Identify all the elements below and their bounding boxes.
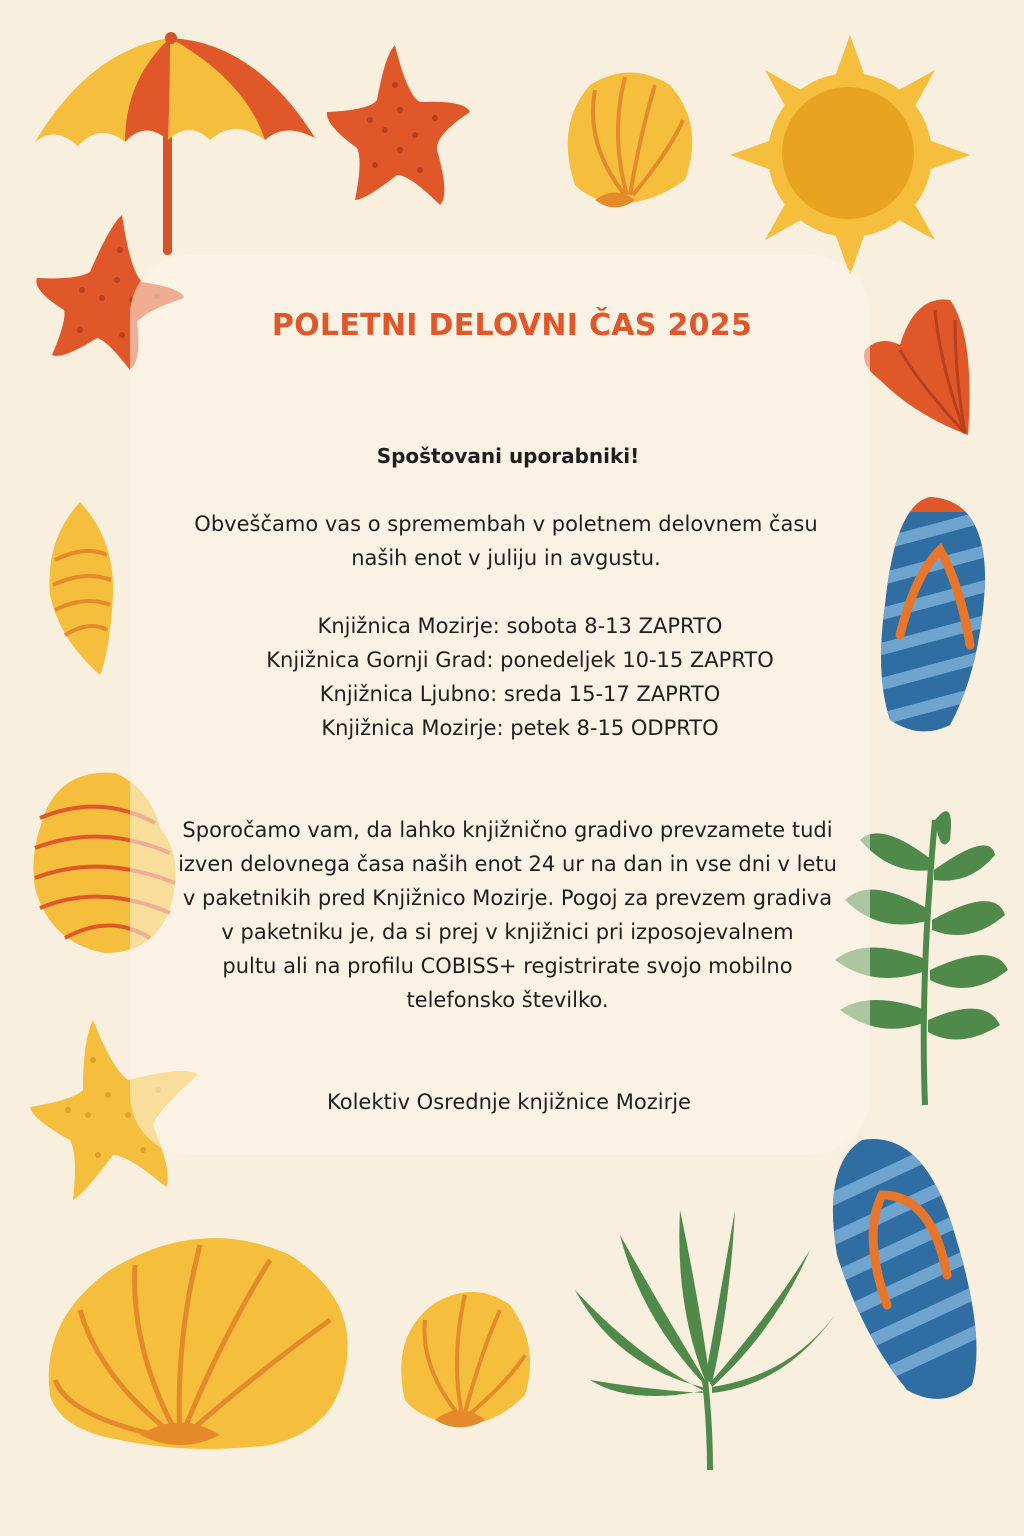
schedule-item: Knjižnica Gornji Grad: ponedeljek 10-15 ZAPRTO — [266, 648, 774, 672]
greeting: Spoštovani uporabniki! — [376, 444, 640, 468]
seashell-icon — [395, 1285, 535, 1435]
intro-paragraph — [150, 507, 862, 575]
flip-flop-icon — [822, 1135, 987, 1405]
schedule-item: Knjižnica Mozirje: sobota 8-13 ZAPRTO — [317, 614, 723, 638]
starfish-icon — [325, 40, 475, 210]
seashell-icon — [45, 500, 115, 678]
pickup-paragraph — [150, 813, 865, 1017]
sun-icon — [730, 35, 970, 275]
pickup-line: Sporočamo vam, da lahko knjižnično gradivo prevzamete tudi — [182, 818, 833, 842]
signature: Kolektiv Osrednje knjižnice Mozirje — [327, 1090, 691, 1114]
palm-leaf-icon — [570, 1205, 840, 1475]
flip-flop-icon — [875, 495, 990, 735]
schedule-item: Knjižnica Ljubno: sreda 15-17 ZAPRTO — [319, 682, 721, 706]
intro-line: Obveščamo vas o spremembah v poletnem delovnem času — [194, 512, 818, 536]
pickup-line: v paketniku je, da si prej v knjižnici pri izposojevalnem — [221, 920, 794, 944]
pickup-line: izven delovnega časa naših enot 24 ur na dan in vse dni v letu — [178, 852, 837, 876]
seashell-icon — [40, 1230, 355, 1450]
seashell-icon — [555, 65, 700, 215]
intro-line: naših enot v juliju in avgustu. — [351, 546, 661, 570]
schedule-item: Knjižnica Mozirje: petek 8-15 ODPRTO — [321, 716, 719, 740]
page-title: POLETNI DELOVNI ČAS 2025 — [271, 308, 753, 343]
pickup-line: v paketnikih pred Knjižnico Mozirje. Pogoj za prevzem gradiva — [182, 886, 833, 910]
schedule-list — [150, 609, 890, 745]
pickup-line: telefonsko številko. — [406, 988, 609, 1012]
pickup-line: pultu ali na profilu COBISS+ registrirate svojo mobilno — [222, 954, 793, 978]
